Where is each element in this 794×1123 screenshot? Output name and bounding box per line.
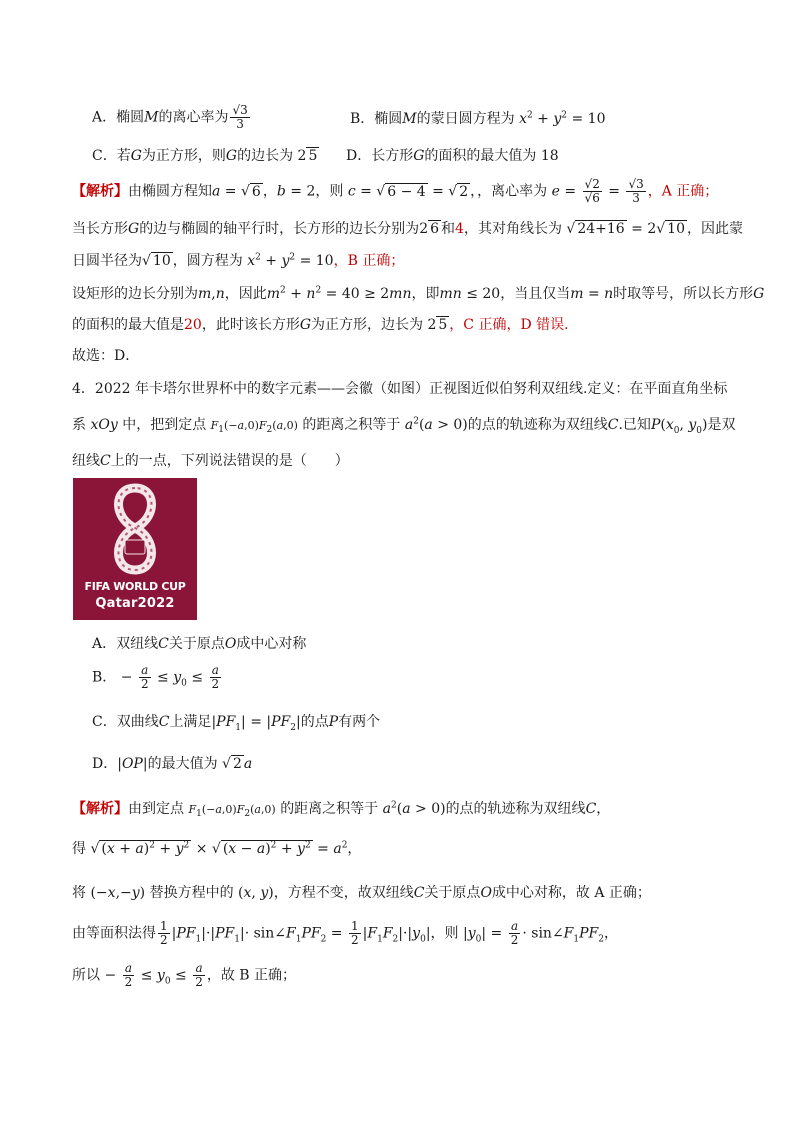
logo-text-line1: FIFA WORLD CUP	[84, 580, 186, 593]
q4-option-b: B． − $\frac{a}{2}$ ≤ $y_0$ ≤ $\frac{a}{2}$	[92, 663, 220, 692]
q4-stem-line1: 4．2022 年卡塔尔世界杯中的数字元素——会徽（如图）正视图近似伯努利双纽线.定义：在平面直角坐标	[72, 381, 728, 397]
q4-analysis-line5: 所以 − $\frac{a}{2}$ ≤ $y_0$ ≤ $\frac{a}{2}$ ，故 B 正确；	[72, 961, 297, 990]
q4-analysis-line2: 得 √ $(x + a)^2 + y^2$ × √ $(x - a)^2 + y^2 = a^2$，	[72, 840, 362, 857]
q4-analysis-line3: 将 (−x,−y) 替换方程中的 (x, y)，方程不变，故双纽线C关于原点O成中心对称，故 A 正确；	[72, 885, 651, 901]
analysis-prev-line3: 日圆半径为√ 10 ，圆方程为 $x^2 + y^2 = 10$，B 正确；	[72, 252, 405, 269]
q4-option-c: C．双曲线C上满足$|PF_1| = |PF_2|$的点P有两个	[92, 714, 381, 733]
option-a-prev: A．椭圆M的离心率为 $\frac{√3}{3}$	[92, 103, 248, 132]
option-c-prev: C．若G为正方形，则G的边长为 2 5	[92, 148, 318, 164]
analysis-prev-line1: 【解析】由椭圆方程知a = √ 6 ，b = 2，则 c = √ 6 − 4 = √ 2 ，，离心率为 e = $\frac{√2}{√6}$ = $\frac{√3}{3}$ ，A 正确；	[72, 177, 719, 206]
analysis-prev-choice: 故选：D．	[72, 348, 140, 364]
logo-text-line2: Qatar2022	[95, 596, 175, 611]
q4-option-a: A．双纽线C关于原点O成中心对称	[92, 636, 307, 652]
q4-stem-line3: 纽线C上的一点，下列说法错误的是（ ）	[72, 453, 349, 469]
world-cup-emblem-image	[73, 478, 197, 620]
q4-analysis-line1: 【解析】由到定点 $F_1(-a,0)F_2(a,0)$ 的距离之积等于 $a^2(a > 0)$的点的轨迹称为双纽线C，	[72, 800, 611, 820]
emblem-figure-eight	[73, 478, 197, 578]
q4-analysis-line4: 由等面积法得 $\frac{1}{2}$ $|PF_1|\cdot|PF_1|\cdot$ $\sin\angle F_1PF_2$ = $\frac{1}{2}$ $|F_1F_2|\cdot|y_0|$，则 $|y_0|$ = $\frac{a}{2}$ · $\sin\angle F_1PF_2$，	[72, 919, 618, 948]
option-d-prev: D．长方形G的面积的最大值为 18	[346, 148, 559, 164]
q4-option-d: D．|OP|的最大值为 √ 2 a	[92, 756, 253, 772]
analysis-prev-line4: 设矩形的边长分别为m,n，因此$m^2 + n^2 = 40 \ge 2mn$，即mn ≤ 20，当且仅当m = n时取等号，所以长方形G	[72, 285, 765, 302]
analysis-prev-line2: 当长方形G的边与椭圆的轴平行时，长方形的边长分别为2 6 和4，其对角线长为 √ 24+16 = 2√ 10 ，因此蒙	[72, 221, 743, 237]
analysis-prev-line5: 的面积的最大值是20，此时该长方形G为正方形，边长为 2 5 ，C 正确，D 错误．	[72, 317, 579, 333]
option-b-prev: B．椭圆M的蒙日圆方程为 $x^2 + y^2 = 10$	[350, 110, 606, 127]
q4-stem-line2: 系 xOy 中，把到定点 $F_1(-a,0)F_2(a,0)$ 的距离之积等于 $a^2(a > 0)$的点的轨迹称为双纽线C.已知$P(x_0$, $y_0$)是双	[72, 416, 736, 436]
